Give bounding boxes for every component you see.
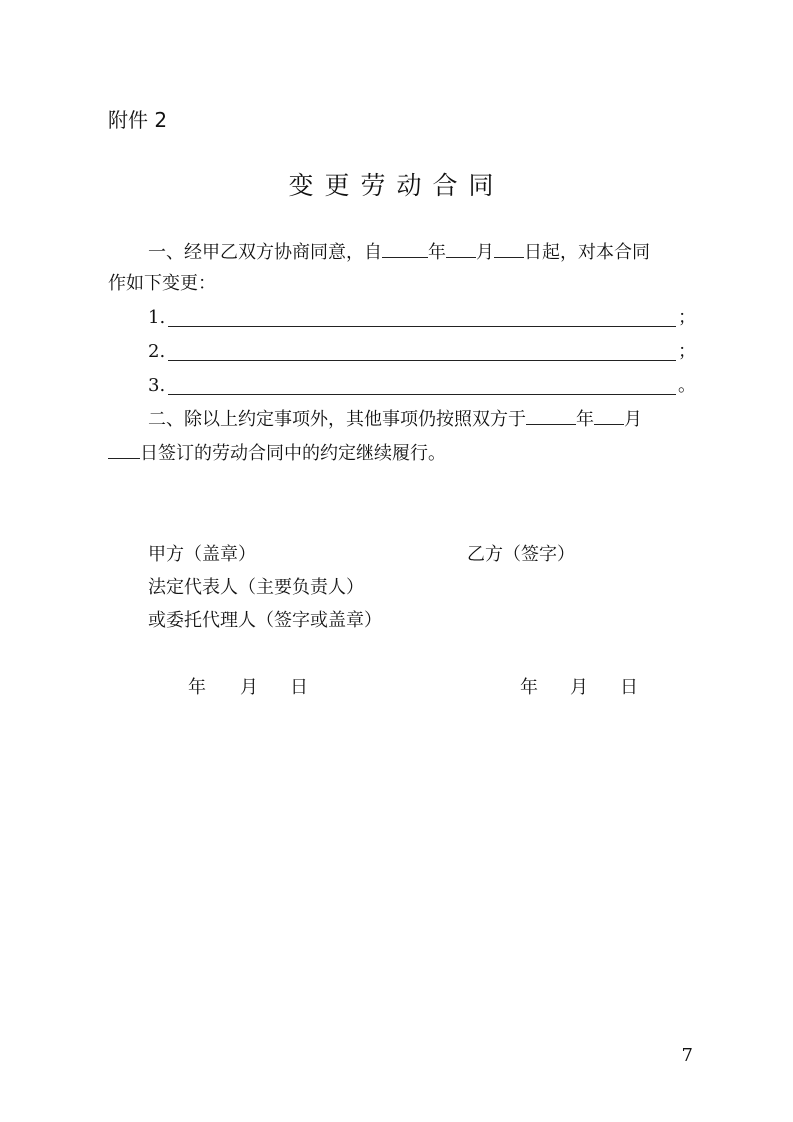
attachment-label: 附件 2 [108,108,168,132]
year-blank[interactable] [382,239,428,258]
clause2-intro: 二、除以上约定事项外，其他事项仍按照双方于 [148,409,526,430]
year-text: 年 [428,242,446,263]
date-a-day: 日 [290,677,308,698]
agent-label: 或委托代理人（签字或盖章） [148,610,382,631]
clause1-line2: 作如下变更： [108,273,216,294]
item-3-end: 。 [678,375,696,396]
clause2-tail: 日签订的劳动合同中的约定继续履行。 [140,443,446,464]
clause2-line1 [148,406,642,431]
month-text: 月 [476,242,494,263]
legal-rep-label: 法定代表人（主要负责人） [148,577,364,598]
item-1-number: 1. [148,307,166,328]
date-b-year: 年 [520,677,538,698]
month-blank[interactable] [446,239,476,258]
clause2-year-blank[interactable] [526,406,576,425]
clause1-line1 [148,239,650,264]
item-3-blank[interactable] [168,394,676,395]
clause2-year-text: 年 [576,409,594,430]
clause2-line2 [108,440,446,465]
clause2-day-blank[interactable] [108,440,140,459]
page-number: 7 [681,1045,693,1066]
item-3-number: 3. [148,375,166,396]
clause2-month-blank[interactable] [594,406,624,425]
clause1-intro: 一、经甲乙双方协商同意，自 [148,242,382,263]
item-2-blank[interactable] [168,360,676,361]
item-1-end: ； [678,307,696,328]
date-a-month: 月 [240,677,258,698]
date-a-year: 年 [188,677,206,698]
party-a-label: 甲方（盖章） [148,544,256,565]
clause1-tail: 日起，对本合同 [524,242,650,263]
party-b-label: 乙方（签字） [467,544,575,565]
day-blank[interactable] [494,239,524,258]
item-2-end: ； [678,341,696,362]
item-1-blank[interactable] [168,326,676,327]
date-b-day: 日 [620,677,638,698]
item-2-number: 2. [148,341,166,362]
clause2-month-text: 月 [624,409,642,430]
date-b-month: 月 [570,677,588,698]
document-title: 变更劳动合同 [288,171,505,200]
